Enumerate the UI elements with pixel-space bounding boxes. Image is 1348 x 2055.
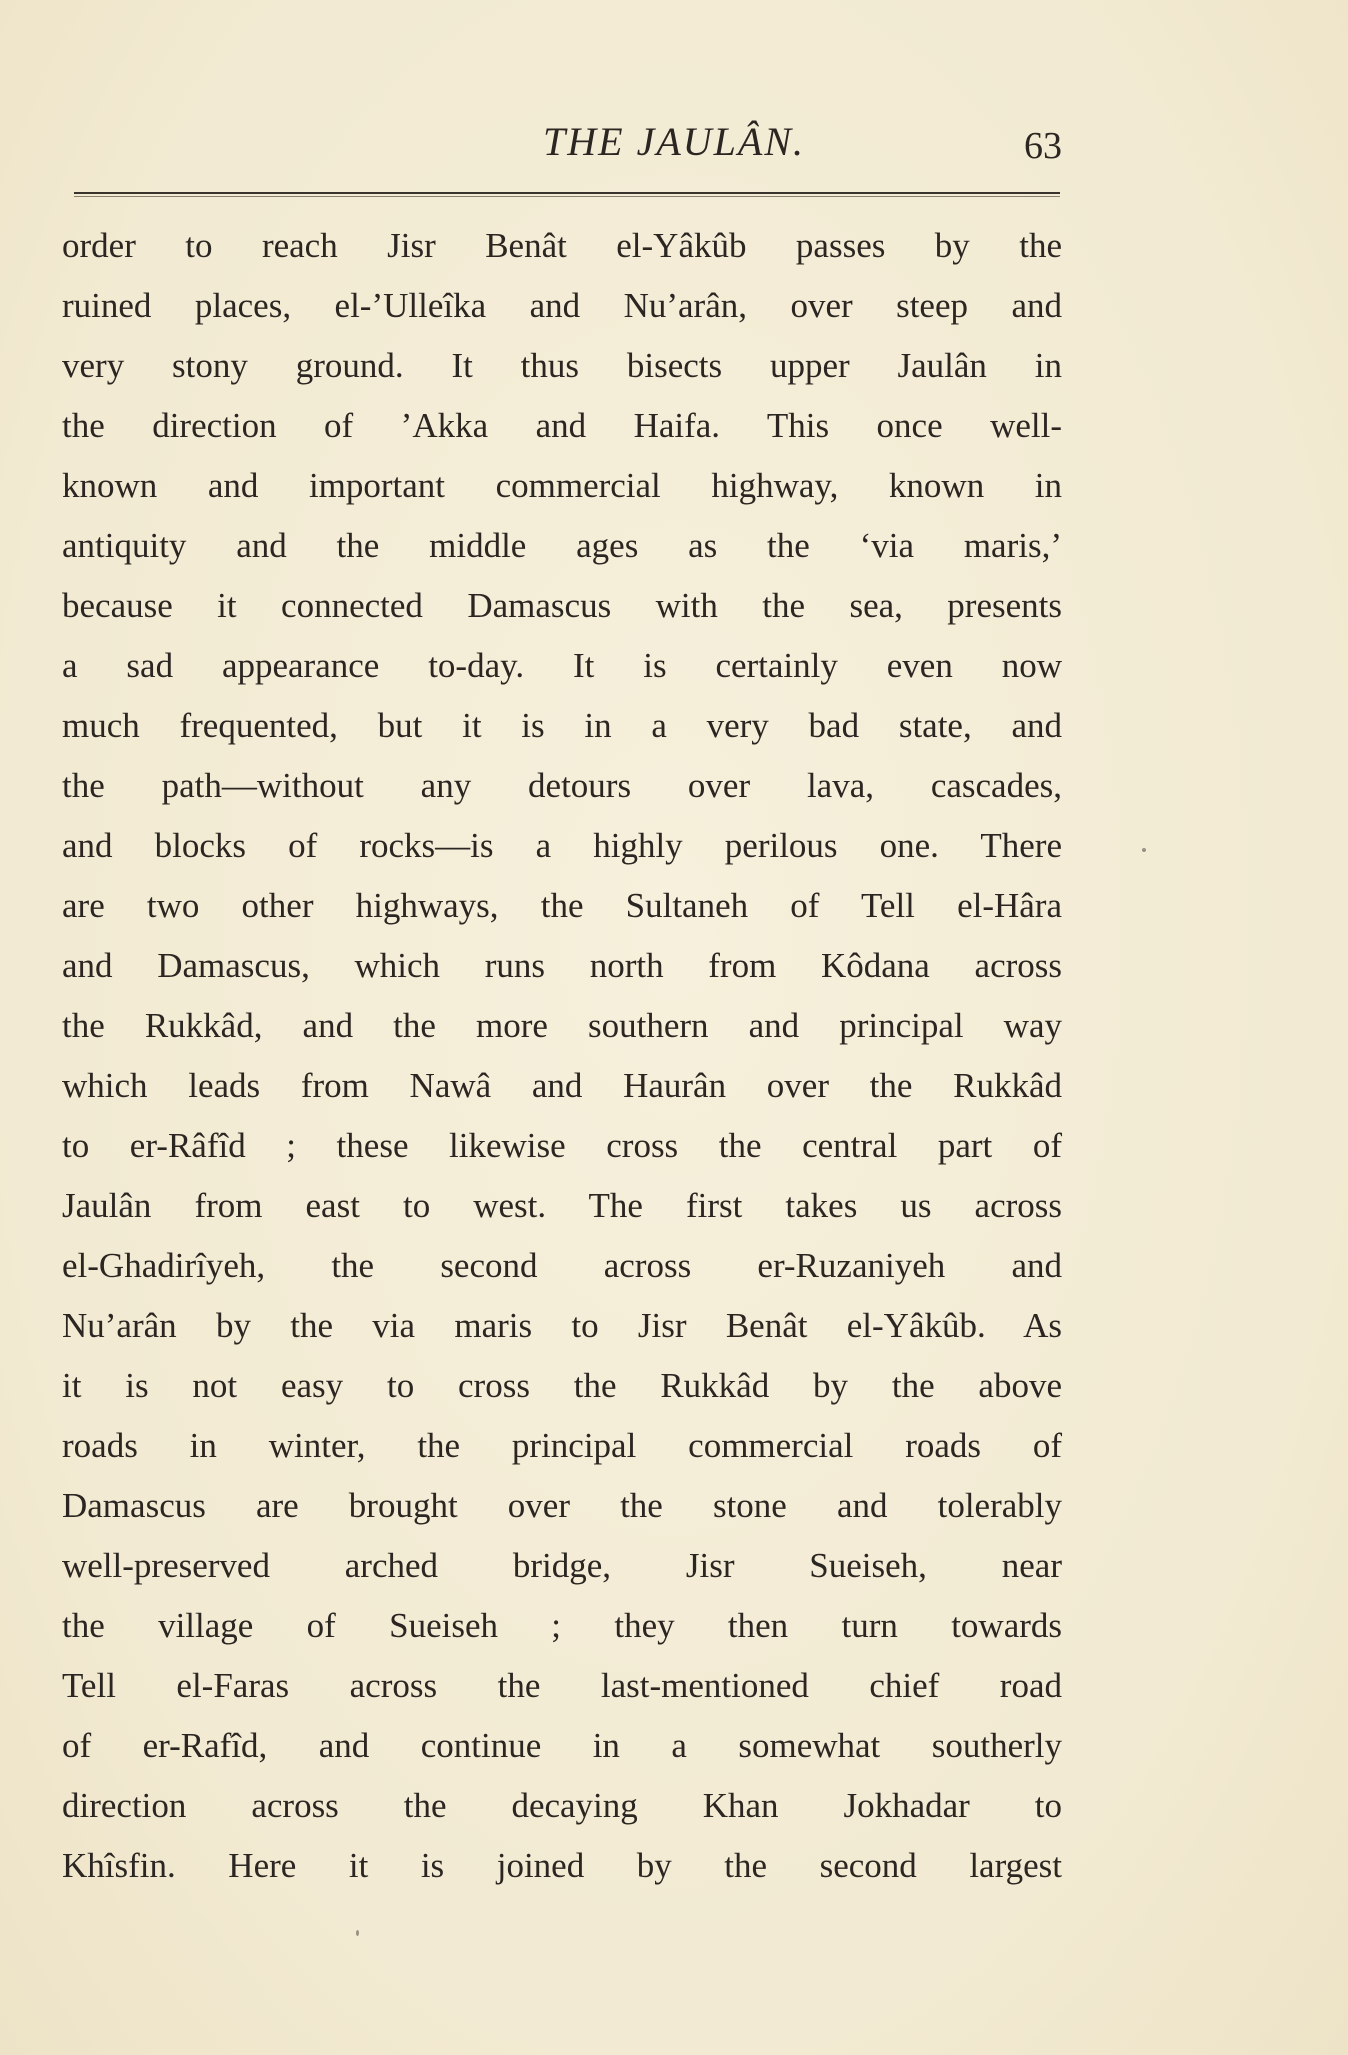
text-line: of er-Rafîd, and continue in a somewhat southerly [62,1726,1062,1765]
text-line: the direction of ’Akka and Haifa. This once well- [62,406,1062,445]
text-line: Khîsfin. Here it is joined by the second largest [62,1846,1062,1885]
text-line: Damascus are brought over the stone and tolerably [62,1486,1062,1525]
text-line: the Rukkâd, and the more southern and principal way [62,1006,1062,1045]
text-line: are two other highways, the Sultaneh of Tell el-Hâra [62,886,1062,925]
running-title: THE JAULÂN. [543,119,805,164]
text-line: Nu’arân by the via maris to Jisr Benât el-Yâkûb. As [62,1306,1062,1345]
text-line: Jaulân from east to west. The first takes us across [62,1186,1062,1225]
text-line: to er-Râfîd ; these likewise cross the central part of [62,1126,1062,1165]
header-rule [74,192,1060,194]
paper-speck [1142,848,1146,852]
text-line: antiquity and the middle ages as the ‘via maris,’ [62,526,1062,565]
text-line: and Damascus, which runs north from Kôdana across [62,946,1062,985]
body-text [62,216,1062,1896]
text-line: very stony ground. It thus bisects upper Jaulân in [62,346,1062,385]
text-line: ruined places, el-’Ulleîka and Nu’arân, over steep and [62,286,1062,325]
text-line: the village of Sueiseh ; they then turn towards [62,1606,1062,1645]
text-line: the path—without any detours over lava, cascades, [62,766,1062,805]
paper-speck [356,1930,359,1936]
text-line: which leads from Nawâ and Haurân over the Rukkâd [62,1066,1062,1105]
text-line: roads in winter, the principal commercial roads of [62,1426,1062,1465]
text-line: direction across the decaying Khan Jokhadar to [62,1786,1062,1825]
page-number: 63 [1024,125,1062,167]
text-line: because it connected Damascus with the sea, presents [62,586,1062,625]
text-line: Tell el-Faras across the last-mentioned chief road [62,1666,1062,1705]
text-line: el-Ghadirîyeh, the second across er-Ruzaniyeh and [62,1246,1062,1285]
text-line: order to reach Jisr Benât el-Yâkûb passes by the [62,226,1062,265]
text-line: it is not easy to cross the Rukkâd by the above [62,1366,1062,1405]
text-line: much frequented, but it is in a very bad state, and [62,706,1062,745]
text-line: and blocks of rocks—is a highly perilous one. There [62,826,1062,865]
text-line: well-preserved arched bridge, Jisr Sueiseh, near [62,1546,1062,1585]
text-line: a sad appearance to-day. It is certainly even now [62,646,1062,685]
header-rule-secondary [74,196,1060,197]
text-line: known and important commercial highway, known in [62,466,1062,505]
